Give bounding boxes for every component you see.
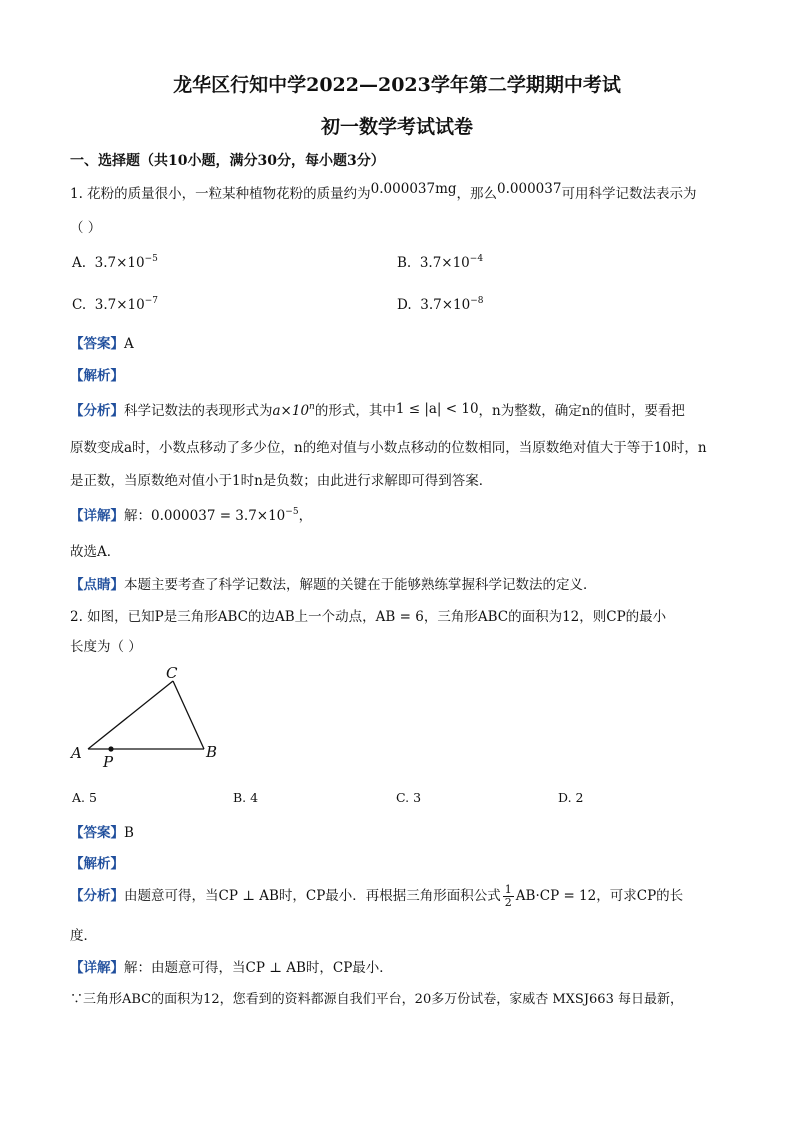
q1-mass: 0.000037mg	[370, 181, 457, 197]
q2-stem-line2: 长度为（ ）	[70, 639, 142, 655]
q1-option-a-label: A.	[72, 255, 87, 271]
q1-detail-end: ，	[298, 508, 313, 524]
q1-analysis-1b: 的形式，其中	[314, 403, 396, 419]
q1-stem-c: 可用科学记数法表示为	[561, 186, 697, 202]
section-header: 一、选择题（共10小题，满分30分，每小题3分）	[70, 153, 385, 169]
q2-option-d: D. 2	[558, 790, 584, 805]
q1-detail-text: 解：0.000037 = 3.7×10	[124, 508, 286, 524]
q1-analysis-range: 1 ≤ |a| < 10	[395, 401, 479, 417]
q1-option-c-label: C.	[72, 297, 87, 313]
q1-comment	[70, 573, 597, 593]
q1-paren: （ ）	[70, 220, 102, 236]
vertex-a-label: A	[71, 744, 82, 762]
q2-detail	[70, 956, 393, 976]
q1-choose: 故选A．	[70, 544, 121, 560]
q2-detail-text: 解：由题意可得，当CP ⊥ AB时，CP最小．	[124, 960, 393, 976]
q1-option-a-exp: −5	[144, 254, 158, 264]
q1-option-b-exp: −4	[469, 254, 484, 264]
fraction-numerator: 1	[504, 883, 512, 896]
q1-option-d	[397, 297, 483, 313]
q2-option-b: B. 4	[233, 790, 259, 805]
triangle-figure	[60, 660, 240, 775]
q2-stem-line1: 2. 如图，已知P是三角形ABC的边AB上一个动点，AB = 6，三角形ABC的面积为12，则CP的最小	[70, 609, 667, 625]
q1-option-a-coef: 3.7×10	[94, 255, 145, 271]
q2-option-a: A. 5	[72, 790, 97, 805]
q2-option-c: C. 3	[396, 790, 422, 805]
q1-answer	[70, 332, 134, 352]
detail-tag: 【详解】	[70, 960, 124, 976]
analysis-tag: 【分析】	[70, 403, 124, 419]
side-bc	[173, 681, 204, 749]
answer-tag: 【答案】	[70, 336, 124, 352]
q1-jiexi-tag: 【解析】	[70, 368, 124, 384]
q1-option-d-label: D.	[397, 297, 412, 313]
q1-option-c	[72, 297, 158, 313]
fraction-denominator: 2	[504, 896, 512, 909]
point-p	[108, 746, 113, 751]
q1-option-c-exp: −7	[144, 296, 158, 306]
comment-tag: 【点睛】	[70, 577, 124, 593]
q1-option-c-coef: 3.7×10	[94, 297, 145, 313]
analysis-tag: 【分析】	[70, 888, 124, 904]
q2-analysis-formula: AB·CP = 12	[515, 888, 597, 904]
q1-number: 0.000037	[497, 181, 562, 197]
q1-analysis-line1	[70, 399, 685, 419]
q1-option-d-coef: 3.7×10	[420, 297, 471, 313]
vertex-c-label: C	[166, 664, 178, 682]
q1-analysis-line2: 原数变成a时，小数点移动了多少位，n的绝对值与小数点移动的位数相同，当原数绝对值大于等于10时，n	[70, 440, 707, 456]
q1-stem-a: 1. 花粉的质量很小，一粒某种植物花粉的质量约为	[70, 186, 371, 202]
q1-analysis-1c: ，n为整数，确定n的值时，要看把	[478, 403, 685, 419]
q1-analysis-form-exp: n	[309, 402, 315, 412]
exam-title-line2: 初一数学考试试卷	[320, 116, 473, 138]
side-ac	[88, 681, 173, 749]
q1-option-b-label: B.	[397, 255, 412, 271]
q2-analysis-line1	[70, 884, 683, 909]
q2-last-line: ∵三角形ABC的面积为12，您看到的资料都源自我们平台，20多万份试卷，家威杏 MXSJ663 每日最新，	[70, 992, 683, 1007]
answer-tag: 【答案】	[70, 825, 124, 841]
q2-analysis-a: 由题意可得，当CP ⊥ AB时，CP最小．再根据三角形面积公式	[124, 888, 501, 904]
q1-option-a	[72, 255, 158, 271]
q2-analysis-line2: 度．	[70, 928, 97, 944]
vertex-b-label: B	[206, 743, 218, 761]
q1-stem-line1	[70, 182, 696, 202]
q1-answer-value: A	[124, 336, 134, 352]
half-fraction	[503, 884, 514, 909]
q1-option-b	[397, 255, 483, 271]
q2-answer	[70, 821, 134, 841]
exam-title-line1: 龙华区行知中学2022—2023学年第二学期期中考试	[173, 74, 621, 96]
q1-comment-text: 本题主要考查了科学记数法，解题的关键在于能够熟练掌握科学记数法的定义．	[124, 577, 597, 593]
q2-analysis-b: ，可求CP的长	[596, 888, 684, 904]
q1-option-b-coef: 3.7×10	[419, 255, 470, 271]
point-p-label: P	[103, 753, 114, 771]
q1-option-d-exp: −8	[470, 296, 484, 306]
q1-analysis-form: a×10	[272, 403, 310, 419]
q1-stem-b: ，那么	[456, 186, 498, 202]
q2-answer-value: B	[124, 825, 134, 841]
q2-jiexi-tag: 【解析】	[70, 856, 124, 872]
q1-detail	[70, 504, 312, 524]
q1-analysis-1a: 科学记数法的表现形式为	[124, 403, 273, 419]
detail-tag: 【详解】	[70, 508, 124, 524]
q1-analysis-line3: 是正数，当原数绝对值小于1时n是负数；由此进行求解即可得到答案．	[70, 473, 493, 489]
q1-detail-exp: −5	[285, 507, 299, 517]
